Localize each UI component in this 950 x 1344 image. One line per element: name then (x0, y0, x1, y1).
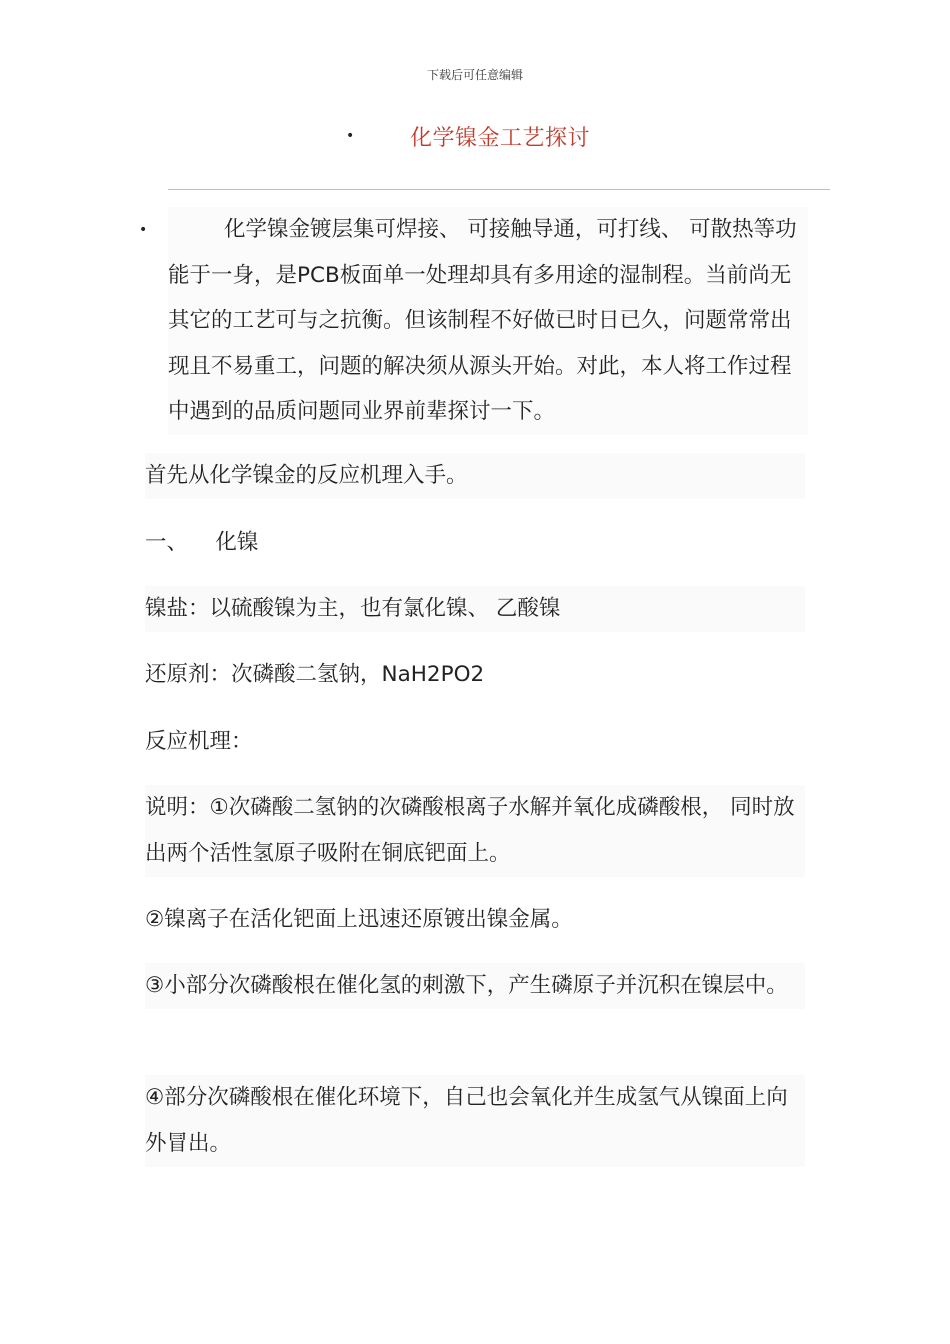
title-bullet: • (346, 128, 355, 144)
document-title: 化学镍金工艺探讨 (410, 126, 591, 151)
section-heading-nickel: 一、 化镍 (145, 530, 259, 555)
paragraph-reaction-mechanism: 反应机理： (145, 729, 253, 754)
paragraph-explanation-3: ③小部分次磷酸根在催化氢的刺激下，产生磷原子并沉积在镍层中。 (145, 963, 805, 1009)
paragraph-explanation-2: ②镍离子在活化钯面上迅速还原镀出镍金属。 (145, 907, 573, 932)
header-note: 下载后可任意编辑 (426, 68, 523, 82)
intro-paragraph: 化学镍金镀层集可焊接、 可接触导通，可打线、 可散热等功能于一身，是PCB板面单一处理却具有多用途的湿制程。当前尚无其它的工艺可与之抗衡。但该制程不好做已时日已久，问题常常出现且不易重工，问题的解决须从源头开始。对此，本人将工作过程中遇到的品质问题同业界前辈探讨一下。 (168, 207, 808, 435)
paragraph-explanation-1: 说明：①次磷酸二氢钠的次磷酸根离子水解并氧化成磷酸根， 同时放出两个活性氢原子吸附在铜底钯面上。 (145, 785, 805, 877)
paragraph-nickel-salt: 镍盐：以硫酸镍为主，也有氯化镍、 乙酸镍 (145, 586, 805, 632)
paragraph-reducing-agent: 还原剂：次磷酸二氢钠，NaH2PO2 (145, 662, 485, 687)
intro-bullet: • (139, 222, 148, 238)
paragraph-start: 首先从化学镍金的反应机理入手。 (145, 453, 805, 499)
title-divider (168, 189, 830, 190)
paragraph-explanation-4: ④部分次磷酸根在催化环境下，自己也会氧化并生成氢气从镍面上向外冒出。 (145, 1075, 805, 1167)
